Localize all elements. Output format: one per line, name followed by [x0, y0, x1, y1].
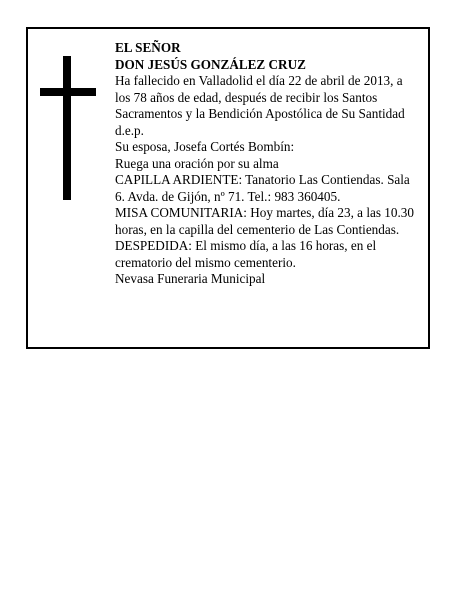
notice-funeral-home: Nevasa Funeraria Municipal	[115, 271, 266, 286]
obituary-notice	[26, 27, 430, 349]
notice-title-line1: EL SEÑOR	[115, 40, 181, 55]
cross-vertical-bar	[63, 56, 71, 200]
notice-family: Su esposa, Josefa Cortés Bombín:	[115, 139, 295, 154]
notice-prayer: Ruega una oración por su alma	[115, 155, 279, 171]
notice-text	[115, 40, 421, 288]
cross-icon	[40, 56, 96, 200]
notice-chapel: CAPILLA ARDIENTE: Tanatorio Las Contiendas. Sala 6. Avda. de Gijón, nº 71. Tel.: 983 360405.	[115, 172, 410, 204]
notice-title-line2: DON JESÚS GONZÁLEZ CRUZ	[115, 56, 306, 72]
notice-death-info: Ha fallecido en Valladolid el día 22 de abril de 2013, a los 78 años de edad, después de recibir los Santos Sacramentos y la Bendición Apostólica de Su Santidad d.e.p.	[115, 73, 405, 138]
cross-horizontal-bar	[40, 88, 96, 96]
notice-mass: MISA COMUNITARIA: Hoy martes, día 23, a las 10.30 horas, en la capilla del cementerio de Las Contiendas. DESPEDIDA: El mismo día, a las 16 horas, en el crematorio del mismo cementerio.	[115, 205, 414, 270]
